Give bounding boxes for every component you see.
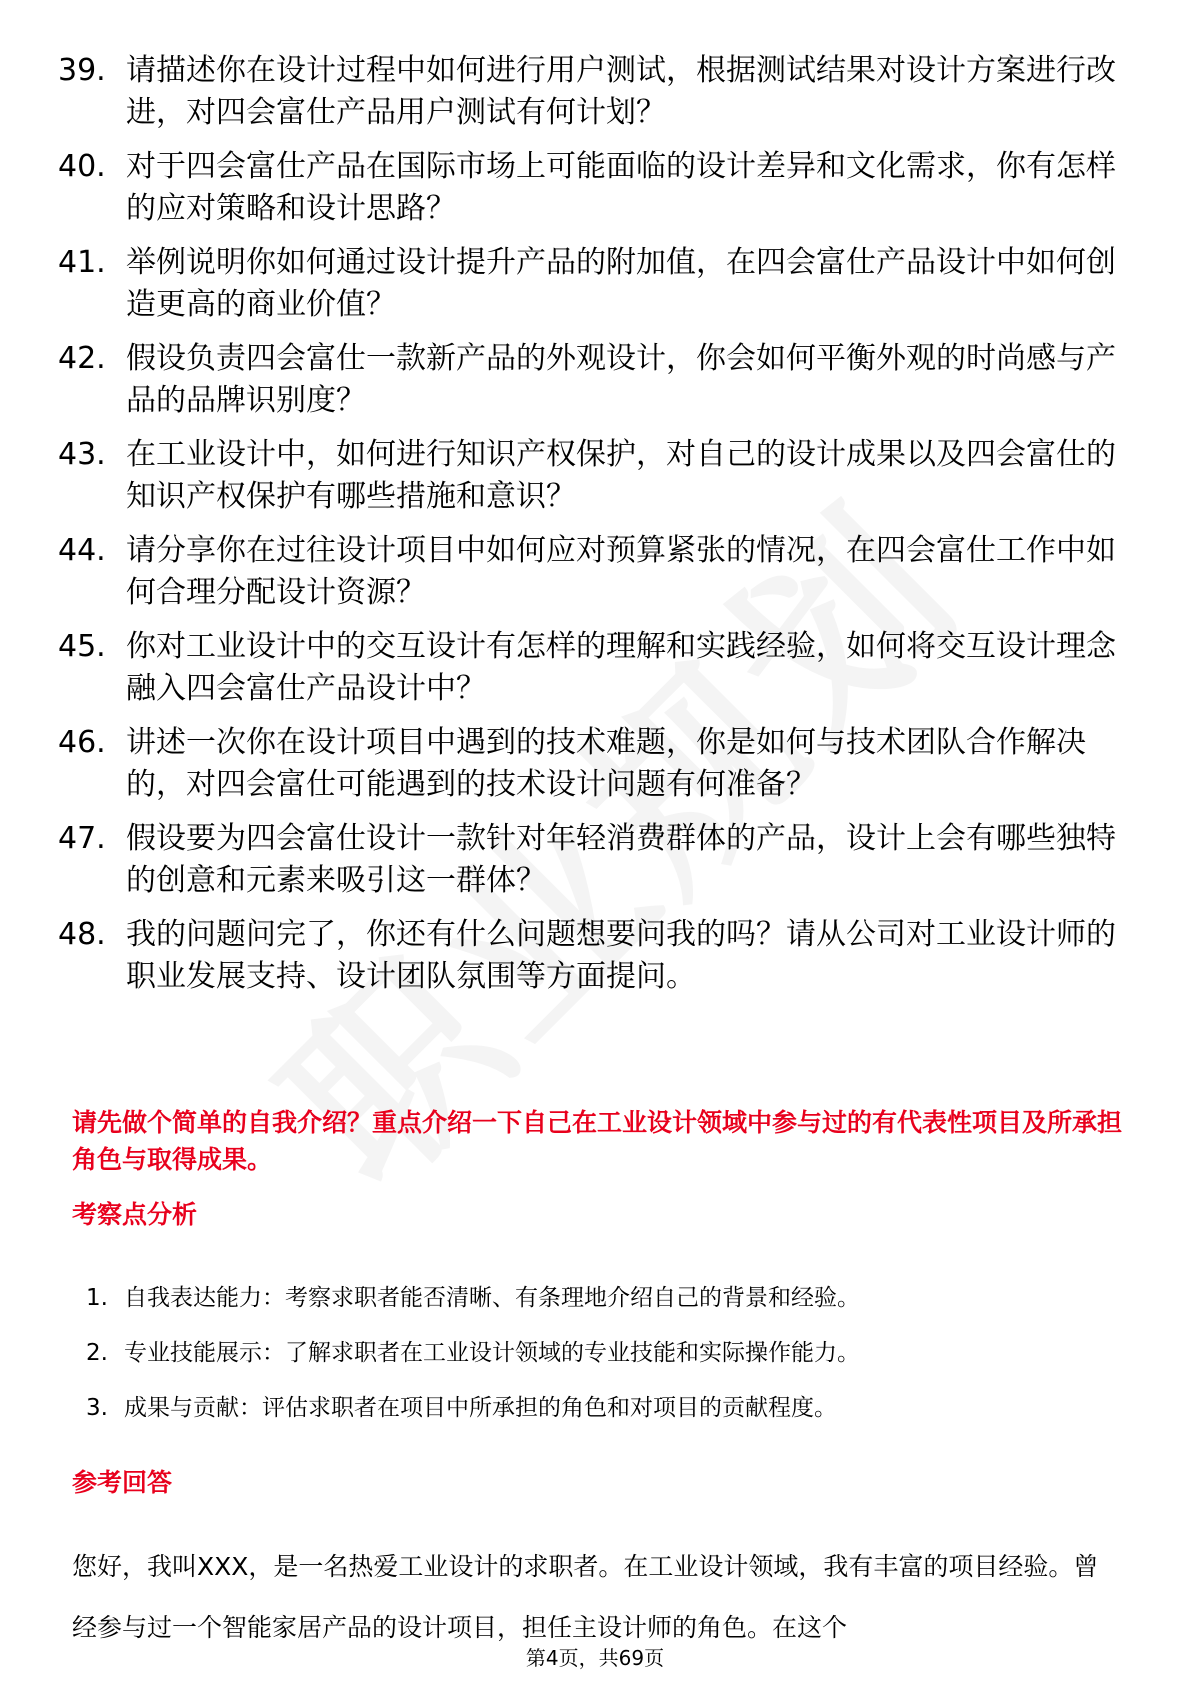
analysis-text: 成果与贡献：评估求职者在项目中所承担的角色和对项目的贡献程度。	[124, 1395, 837, 1421]
question-item	[58, 242, 1118, 326]
analysis-heading: 考察点分析	[72, 1200, 198, 1229]
analysis-number: 3.	[86, 1395, 108, 1421]
question-number: 47.	[58, 821, 106, 856]
analysis-item	[86, 1282, 1116, 1314]
question-text: 假设要为四会富仕设计一款针对年轻消费群体的产品，设计上会有哪些独特的创意和元素来吸引这一群体？	[126, 821, 1116, 898]
question-item	[58, 914, 1118, 998]
question-text: 举例说明你如何通过设计提升产品的附加值，在四会富仕产品设计中如何创造更高的商业价值？	[126, 245, 1116, 322]
question-number: 43.	[58, 437, 106, 472]
page-footer: 第4页，共69页	[525, 1646, 665, 1670]
analysis-number: 2.	[86, 1340, 108, 1366]
question-item	[58, 50, 1118, 134]
question-text: 假设负责四会富仕一款新产品的外观设计，你会如何平衡外观的时尚感与产品的品牌识别度？	[126, 341, 1116, 418]
question-item	[58, 818, 1118, 902]
question-text: 我的问题问完了，你还有什么问题想要问我的吗？请从公司对工业设计师的职业发展支持、设计团队氛围等方面提问。	[126, 917, 1116, 994]
analysis-text: 专业技能展示：了解求职者在工业设计领域的专业技能和实际操作能力。	[124, 1340, 860, 1366]
analysis-number: 1.	[86, 1285, 108, 1311]
question-item	[58, 722, 1118, 806]
question-number: 44.	[58, 533, 106, 568]
question-item	[58, 530, 1118, 614]
question-number: 41.	[58, 245, 106, 280]
question-text: 在工业设计中，如何进行知识产权保护，对自己的设计成果以及四会富仕的知识产权保护有哪些措施和意识？	[126, 437, 1116, 514]
question-number: 46.	[58, 725, 106, 760]
question-item	[58, 434, 1118, 518]
question-text: 请分享你在过往设计项目中如何应对预算紧张的情况，在四会富仕工作中如何合理分配设计资源？	[126, 533, 1116, 610]
question-text: 讲述一次你在设计项目中遇到的技术难题，你是如何与技术团队合作解决的，对四会富仕可能遇到的技术设计问题有何准备？	[126, 725, 1086, 802]
analysis-text: 自我表达能力：考察求职者能否清晰、有条理地介绍自己的背景和经验。	[124, 1285, 860, 1311]
question-item	[58, 146, 1118, 230]
question-number: 39.	[58, 53, 106, 88]
question-text: 对于四会富仕产品在国际市场上可能面临的设计差异和文化需求，你有怎样的应对策略和设计思路？	[126, 149, 1116, 226]
question-number: 42.	[58, 341, 106, 376]
question-item	[58, 338, 1118, 422]
analysis-item	[86, 1337, 1116, 1369]
question-item	[58, 626, 1118, 710]
reference-answer: 您好，我叫XXX，是一名热爱工业设计的求职者。在工业设计领域，我有丰富的项目经验。曾经参与过一个智能家居产品的设计项目，担任主设计师的角色。在这个	[72, 1552, 1099, 1642]
question-text: 你对工业设计中的交互设计有怎样的理解和实践经验，如何将交互设计理念融入四会富仕产品设计中？	[126, 629, 1116, 706]
question-number: 45.	[58, 629, 106, 664]
question-number: 48.	[58, 917, 106, 952]
highlight-question: 请先做个简单的自我介绍？重点介绍一下自己在工业设计领域中参与过的有代表性项目及所承担角色与取得成果。	[72, 1108, 1123, 1174]
question-number: 40.	[58, 149, 106, 184]
analysis-item	[86, 1392, 1116, 1424]
question-text: 请描述你在设计过程中如何进行用户测试，根据测试结果对设计方案进行改进，对四会富仕产品用户测试有何计划？	[126, 53, 1116, 130]
reference-heading: 参考回答	[72, 1468, 173, 1497]
